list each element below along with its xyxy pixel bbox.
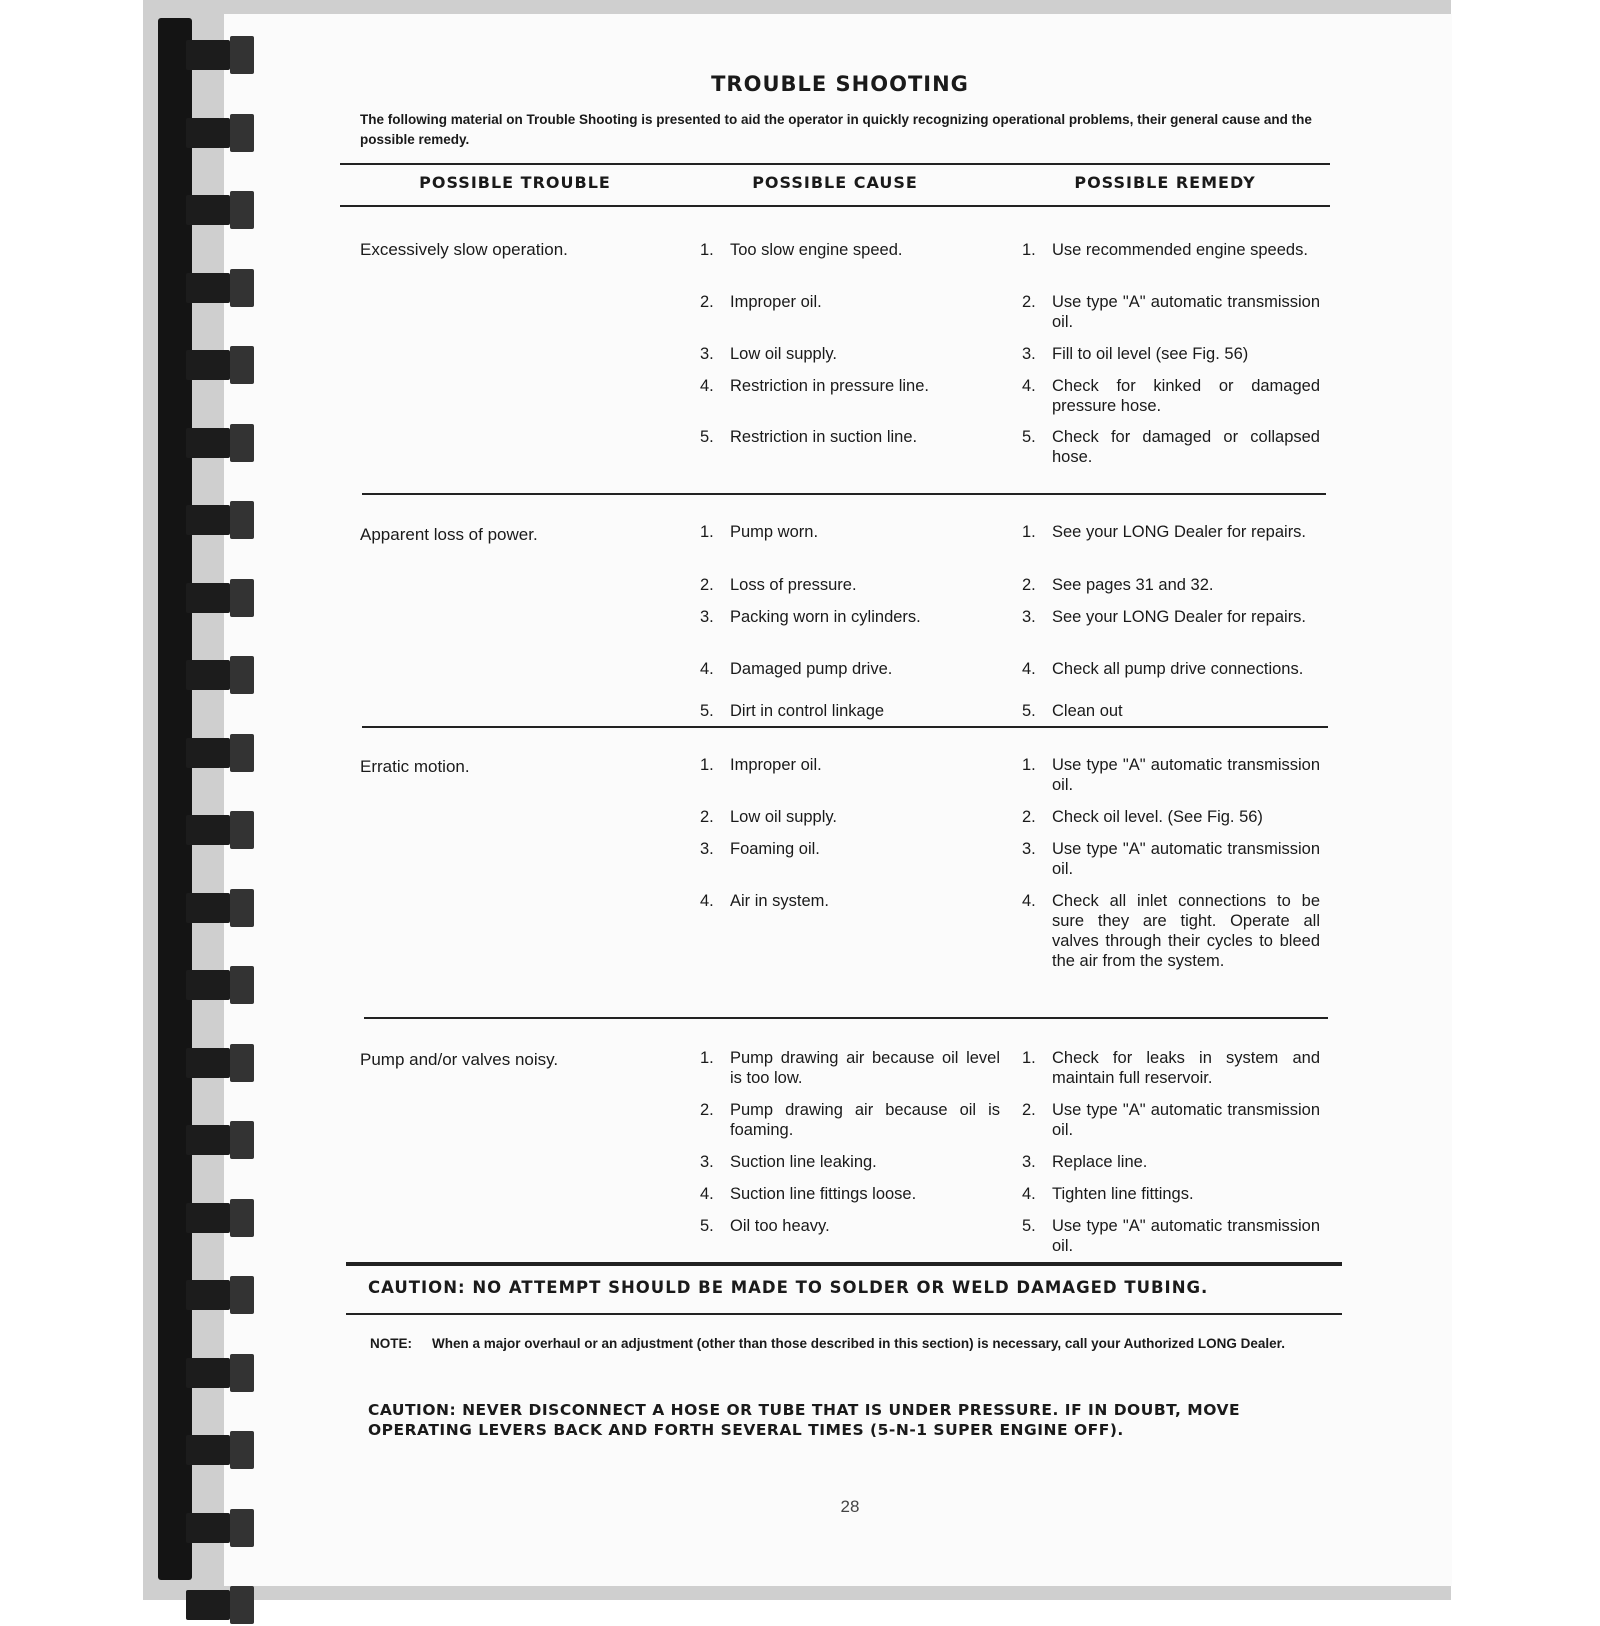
- binding-coil: [186, 422, 258, 464]
- caution-tubing: CAUTION: NO ATTEMPT SHOULD BE MADE TO SOLDER OR WELD DAMAGED TUBING.: [368, 1278, 1209, 1297]
- section-divider: [362, 726, 1328, 728]
- binding-coil: [186, 809, 258, 851]
- binding-coil: [186, 1352, 258, 1394]
- binding-coil: [186, 887, 258, 929]
- binding-coil: [186, 1197, 258, 1239]
- trouble-label: Apparent loss of power.: [360, 525, 538, 544]
- binding-coil: [186, 1274, 258, 1316]
- binding-coil: [186, 1119, 258, 1161]
- binding-coil: [186, 654, 258, 696]
- binding-coil: [186, 964, 258, 1006]
- trouble-label: Excessively slow operation.: [360, 240, 568, 259]
- trouble-label: Pump and/or valves noisy.: [360, 1050, 559, 1069]
- binding-coil: [186, 499, 258, 541]
- header-remedy: POSSIBLE REMEDY: [1074, 173, 1256, 192]
- page-number: 28: [840, 1497, 860, 1516]
- header-top-rule: [340, 163, 1330, 165]
- binding-coil: [186, 267, 258, 309]
- binding-coil: [186, 1429, 258, 1471]
- header-bottom-rule: [340, 205, 1330, 207]
- intro-text: The following material on Trouble Shooting is presented to aid the operator in quickly recognizing operational problems, their general cause and the possible remedy.: [360, 112, 1312, 147]
- note-text: When a major overhaul or an adjustment (other than those described in this section) is necessary, call your Authorized LONG Dealer.: [432, 1336, 1285, 1351]
- binding-coil: [186, 112, 258, 154]
- section-divider: [364, 1017, 1328, 1019]
- header-cause: POSSIBLE CAUSE: [752, 173, 918, 192]
- trouble-label: Erratic motion.: [360, 757, 470, 776]
- binding-coil: [186, 1042, 258, 1084]
- page-title: TROUBLE SHOOTING: [711, 72, 969, 96]
- binding-coil: [186, 577, 258, 619]
- binding-spine: [158, 18, 192, 1580]
- binding-coil: [186, 34, 258, 76]
- binding-coil: [186, 189, 258, 231]
- binding-coil: [186, 1584, 258, 1626]
- caution-pressure: CAUTION: NEVER DISCONNECT A HOSE OR TUBE THAT IS UNDER PRESSURE. IF IN DOUBT, MOVE OPERATING LEVERS BACK AND FORTH SEVERAL TIMES (5-N-1 SUPER ENGINE OFF).: [368, 1401, 1241, 1439]
- note-label: NOTE:: [370, 1336, 412, 1351]
- caution-top-rule: [346, 1262, 1342, 1266]
- binding-coil: [186, 344, 258, 386]
- binding-coil: [186, 732, 258, 774]
- section-divider: [362, 493, 1326, 495]
- header-trouble: POSSIBLE TROUBLE: [419, 173, 611, 192]
- binding-coil: [186, 1507, 258, 1549]
- caution-bottom-rule: [346, 1313, 1342, 1315]
